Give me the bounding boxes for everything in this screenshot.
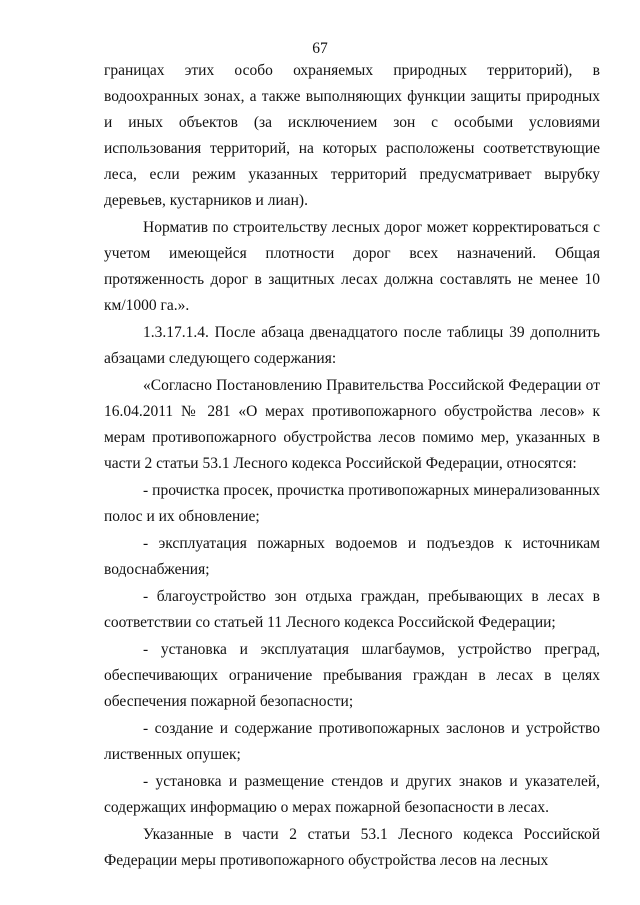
- paragraph-road-standard: Норматив по строительству лесных дорог может корректироваться с учетом имеющейся плотности дорог всех назначений. Общая протяженность дорог в защитных лесах должна составлять не менее 10 км/1000 га.».: [104, 219, 600, 314]
- paragraph-measures-continued: Указанные в части 2 статьи 53.1 Лесного кодекса Российской Федерации меры противопожарного обустройства лесов на лесных: [104, 826, 600, 869]
- paragraph-continuation: границах этих особо охраняемых природных территорий), в водоохранных зонах, а также выполняющих функции защиты природных и иных объектов (за исключением зон с особыми условиями использования территорий, на которых расположены соответствующие леса, если режим указанных территорий предусматривает вырубку деревьев, кустарников и лиан).: [104, 62, 600, 209]
- page-number: 67: [312, 40, 328, 57]
- paragraph-government-decree: «Согласно Постановлению Правительства Российской Федерации от 16.04.2011 № 281 «О мерах противопожарного обустройства лесов» к мерам противопожарного обустройства лесов помимо мер, указанных в части 2 статьи 53.1 Лесного кодекса Российской Федерации, относятся:: [104, 377, 600, 472]
- document-body: [104, 58, 600, 874]
- list-item-water-sources: - эксплуатация пожарных водоемов и подъездов к источникам водоснабжения;: [104, 535, 600, 578]
- list-item-firebreaks: - создание и содержание противопожарных заслонов и устройство лиственных опушек;: [104, 720, 600, 763]
- list-item-signs: - установка и размещение стендов и других знаков и указателей, содержащих информацию о мерах пожарной безопасности в лесах.: [104, 773, 600, 816]
- list-item-barriers: - установка и эксплуатация шлагбаумов, устройство преград, обеспечивающих ограничение пребывания граждан в лесах в целях обеспечения пожарной безопасности;: [104, 641, 600, 710]
- paragraph-amendment-clause: 1.3.17.1.4. После абзаца двенадцатого после таблицы 39 дополнить абзацами следующего содержания:: [104, 324, 600, 367]
- list-item-recreation-zones: - благоустройство зон отдыха граждан, пребывающих в лесах в соответствии со статьей 11 Лесного кодекса Российской Федерации;: [104, 588, 600, 631]
- list-item-clearing: - прочистка просек, прочистка противопожарных минерализованных полос и их обновление;: [104, 482, 600, 525]
